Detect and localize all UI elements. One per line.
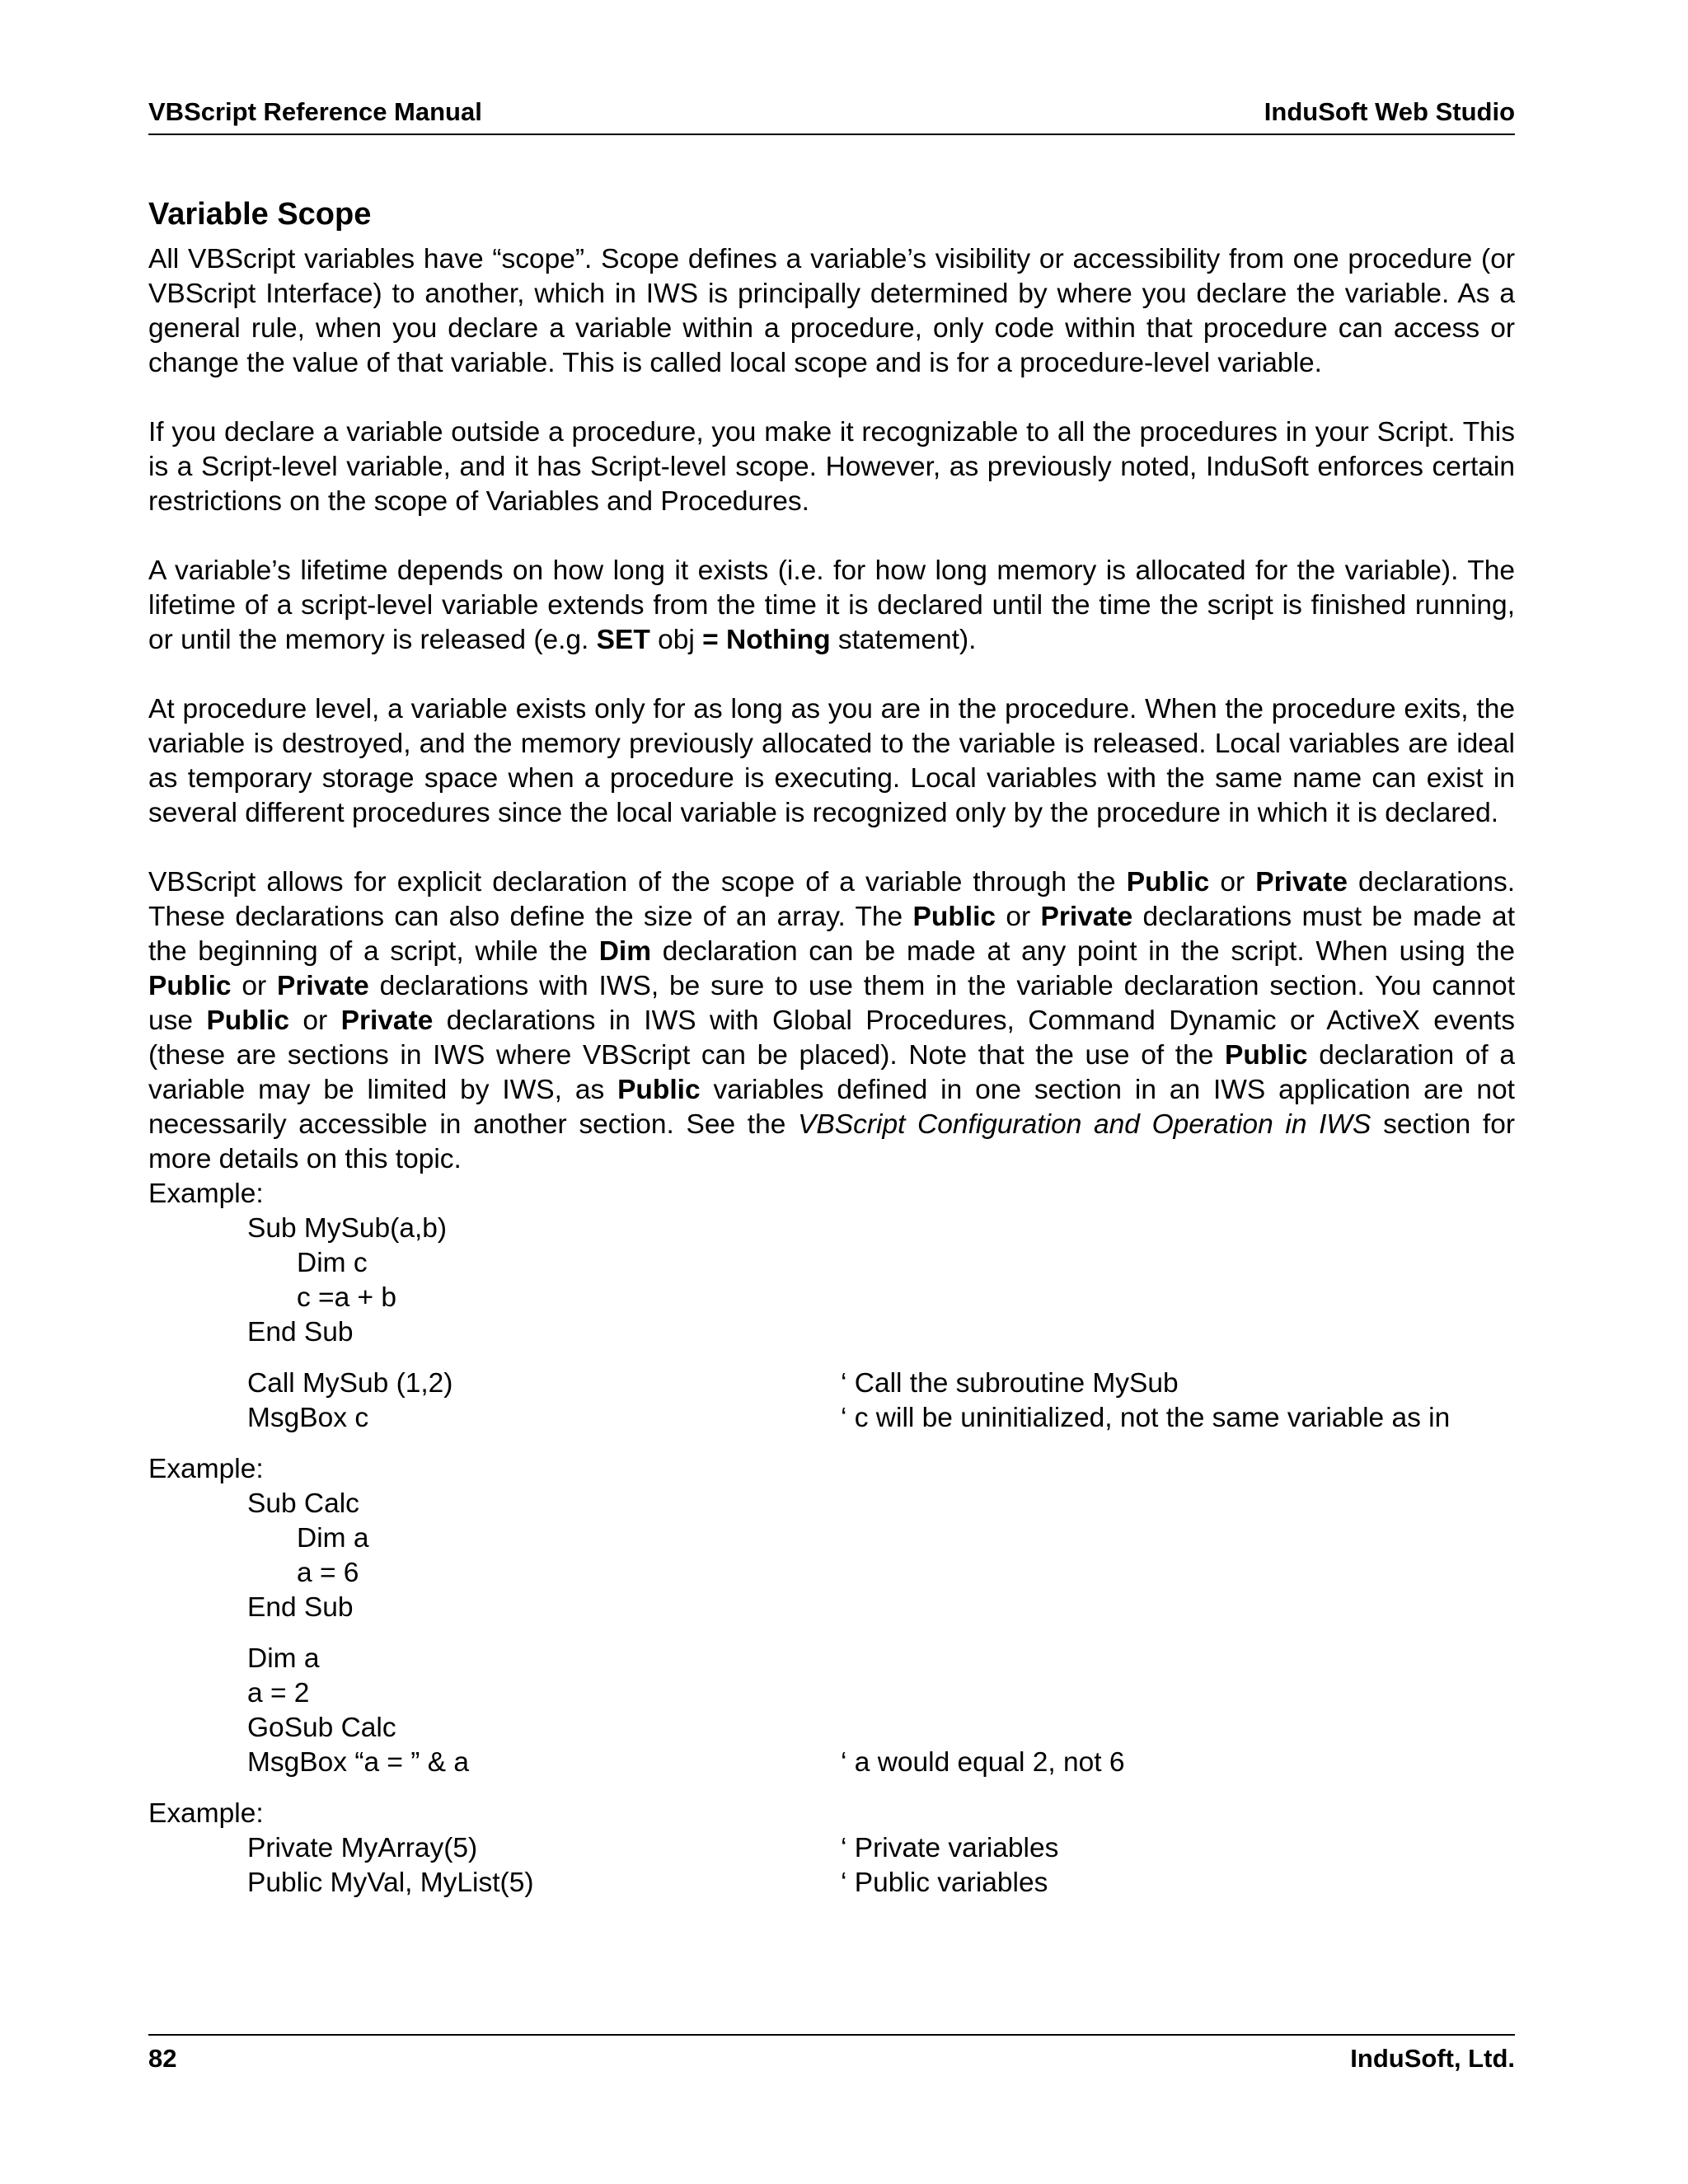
pp-text-4: declaration can be made at any point in the script. When using the xyxy=(651,936,1515,967)
page-number: 82 xyxy=(148,2044,177,2073)
code-line xyxy=(148,1866,1515,1900)
code-text: MsgBox c xyxy=(247,1403,369,1433)
code-text: c =a + b xyxy=(297,1282,397,1313)
pp-text-5: declarations with IWS, be sure to use them in the variable declaration section. You cannot use xyxy=(148,971,1515,1036)
code-text: End Sub xyxy=(247,1317,354,1347)
code-text: Dim a xyxy=(297,1523,369,1554)
private-keyword: Private xyxy=(277,971,369,1001)
pp-text-9: section for more details on this topic. xyxy=(148,1109,1516,1174)
pp-text-3: declarations must be made at the beginning of a script, while the xyxy=(148,902,1515,967)
paragraph-script-level: If you declare a variable outside a procedure, you make it recognizable to all the procedures in your Script. This is a Script-level variable, and it has Script-level scope. However, as previously noted, InduSoft enforces certain restrictions on the scope of Variables and Procedures. xyxy=(148,417,1515,517)
pp-text-1: VBScript allows for explicit declaration of the scope of a variable through the xyxy=(148,867,1127,898)
code-line xyxy=(148,1676,1515,1711)
section-title: Variable Scope xyxy=(148,197,372,232)
paragraph-procedure-level: At procedure level, a variable exists only for as long as you are in the procedure. When the procedure exits, the variable is destroyed, and the memory previously allocated to the variable is released. Local variables are ideal as temporary storage space when a procedure is executing. Local variables with the same name can exist in several different procedures since the local variable is recognized only by the procedure in which it is declared. xyxy=(148,694,1515,828)
page-header xyxy=(148,97,1515,135)
lifetime-text-2: obj xyxy=(649,625,703,655)
code-text: End Sub xyxy=(247,1592,354,1623)
code-line xyxy=(148,1521,1515,1556)
code-example-3 xyxy=(148,1831,1515,1900)
code-line xyxy=(148,1281,1515,1315)
code-text: Dim c xyxy=(297,1248,368,1278)
lifetime-text-1: A variable’s lifetime depends on how long it exists (i.e. for how long memory is allocated for the variable). The lifetime of a script-level variable extends from the time it is declared until the time the script is finished running, or until the memory is released (e.g. xyxy=(148,555,1515,655)
code-example-1 xyxy=(148,1212,1515,1436)
code-line xyxy=(148,1746,1515,1780)
example-label: Example: xyxy=(148,1798,264,1829)
code-example-2 xyxy=(148,1487,1515,1780)
code-line xyxy=(148,1711,1515,1746)
header-product-name: InduSoft Web Studio xyxy=(1264,97,1515,126)
paragraph-scope-intro: All VBScript variables have “scope”. Scope defines a variable’s visibility or accessibility from one procedure (or VBScript Interface) to another, which in IWS is principally determined by where you declare the variable. As a general rule, when you declare a variable within a procedure, only code within that procedure can access or change the value of that variable. This is called local scope and is for a procedure-level variable. xyxy=(148,244,1515,378)
dim-keyword: Dim xyxy=(598,936,651,967)
code-text: Sub MySub(a,b) xyxy=(247,1213,448,1244)
code-line xyxy=(148,1401,1515,1436)
code-line xyxy=(148,1831,1515,1866)
code-comment: ‘ a would equal 2, not 6 xyxy=(841,1747,1125,1778)
code-text: Call MySub (1,2) xyxy=(247,1368,453,1399)
public-keyword: Public xyxy=(912,902,996,932)
code-text: a = 2 xyxy=(247,1678,310,1708)
example-label: Example: xyxy=(148,1454,264,1484)
code-text: a = 6 xyxy=(297,1558,359,1588)
public-keyword: Public xyxy=(1225,1040,1308,1071)
code-line xyxy=(148,1246,1515,1281)
or-text: or xyxy=(231,971,278,1001)
code-line xyxy=(148,1315,1515,1350)
header-manual-title: VBScript Reference Manual xyxy=(148,97,482,126)
code-text: MsgBox “a = ” & a xyxy=(247,1747,470,1778)
code-line xyxy=(148,1556,1515,1591)
nothing-keyword: = Nothing xyxy=(702,625,831,655)
pp-text-7: declaration of a variable may be limited by IWS, as xyxy=(148,1040,1515,1105)
section-reference: VBScript Configuration and Operation in IWS xyxy=(798,1109,1372,1140)
private-keyword: Private xyxy=(340,1005,434,1036)
public-keyword: Public xyxy=(148,971,232,1001)
code-line xyxy=(148,1366,1515,1401)
code-text: Public MyVal, MyList(5) xyxy=(247,1868,534,1898)
or-text: or xyxy=(996,902,1041,932)
public-keyword: Public xyxy=(617,1075,701,1105)
set-keyword: SET xyxy=(596,625,650,655)
code-text: Dim a xyxy=(247,1643,320,1674)
or-text: or xyxy=(1209,867,1256,898)
page-footer xyxy=(148,2034,1515,2080)
page-content xyxy=(148,193,1515,1900)
code-comment: ‘ Private variables xyxy=(841,1833,1059,1863)
code-line xyxy=(148,1591,1515,1625)
pp-text-6: declarations in IWS with Global Procedures, Command Dynamic or ActiveX events (these are sections in IWS where VBScript can be placed). Note that the use of the xyxy=(148,1005,1515,1071)
example-label: Example: xyxy=(148,1179,264,1209)
code-text: Private MyArray(5) xyxy=(247,1833,478,1863)
code-comment: ‘ Public variables xyxy=(841,1868,1048,1898)
code-line xyxy=(148,1487,1515,1521)
private-keyword: Private xyxy=(1255,867,1348,898)
public-keyword: Public xyxy=(1126,867,1210,898)
lifetime-text-3: statement). xyxy=(830,625,977,655)
paragraph-lifetime xyxy=(148,554,1515,658)
public-keyword: Public xyxy=(206,1005,289,1036)
code-text: GoSub Calc xyxy=(247,1713,396,1743)
private-keyword: Private xyxy=(1040,902,1133,932)
pp-text-2: declarations. These declarations can also define the size of an array. The xyxy=(148,867,1516,932)
code-text: Sub Calc xyxy=(247,1488,359,1519)
or-text: or xyxy=(288,1005,341,1036)
code-comment: ‘ c will be uninitialized, not the same variable as in xyxy=(841,1403,1451,1433)
code-comment: ‘ Call the subroutine MySub xyxy=(841,1368,1179,1399)
paragraph-public-private xyxy=(148,865,1515,1177)
code-line xyxy=(148,1212,1515,1246)
pp-text-8: variables defined in one section in an IWS application are not necessarily accessible in another section. See the xyxy=(148,1075,1515,1140)
code-line xyxy=(148,1642,1515,1676)
footer-company: InduSoft, Ltd. xyxy=(1350,2044,1515,2073)
